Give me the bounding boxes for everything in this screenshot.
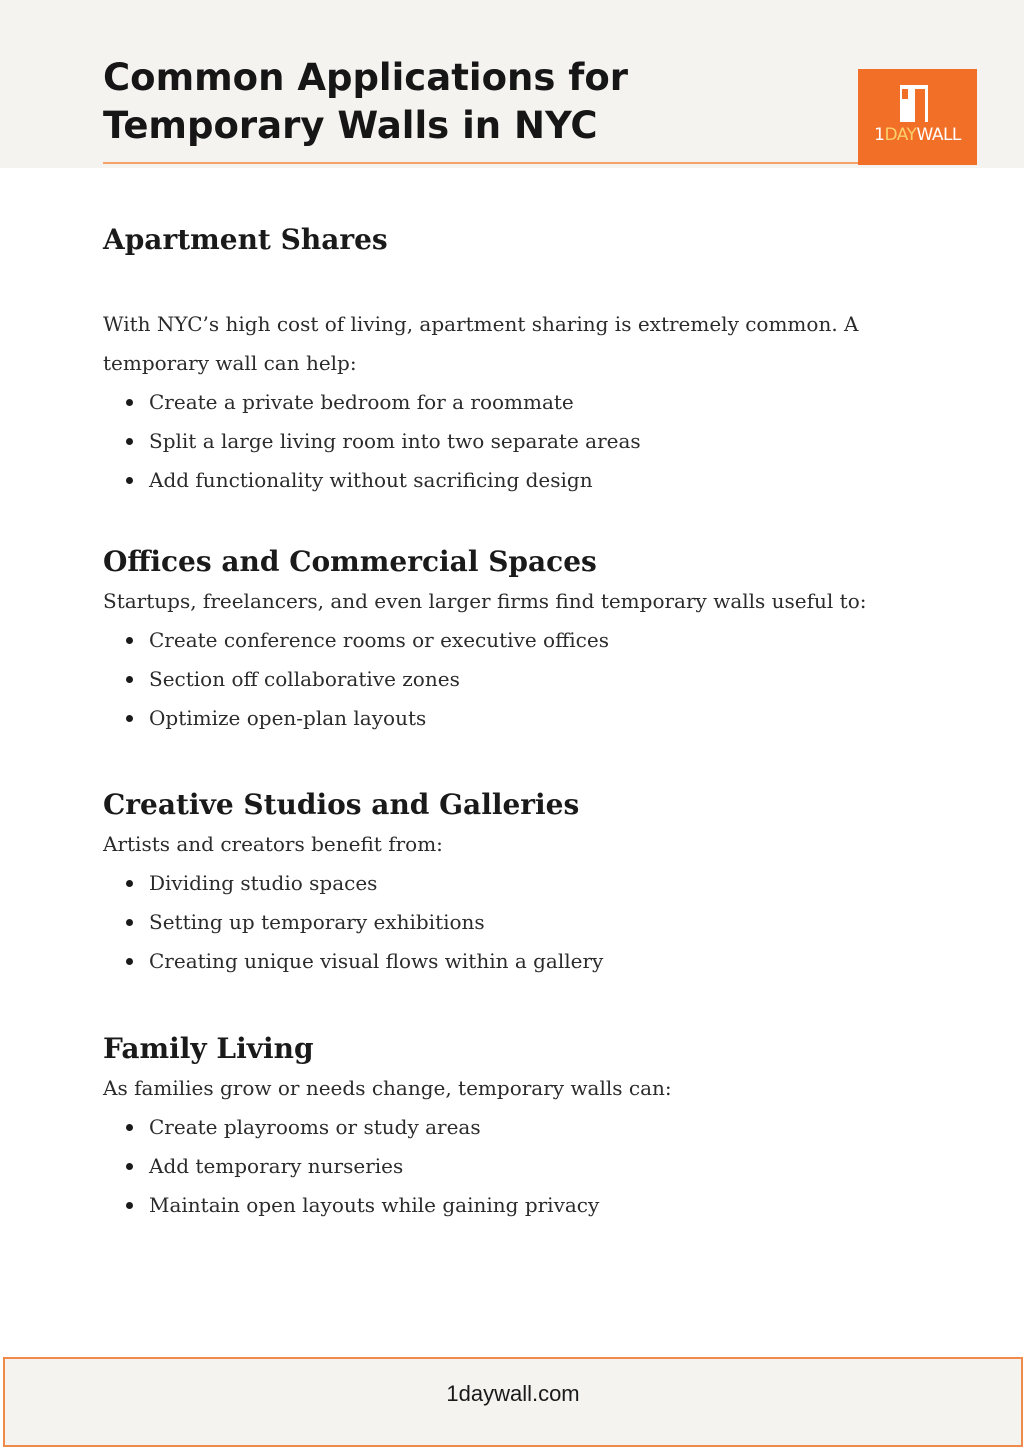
list-item-text: Add functionality without sacrificing design	[149, 468, 593, 492]
page-footer	[3, 1357, 1023, 1447]
section-intro	[103, 305, 943, 383]
section-intro: As families grow or needs change, temporary walls can:	[103, 1076, 672, 1100]
bullet-dot-icon	[126, 880, 133, 887]
section-family-living	[103, 1029, 943, 1225]
list-item	[103, 1147, 943, 1186]
bullet-dot-icon	[126, 958, 133, 965]
list-item	[103, 1186, 943, 1225]
logo-text-wall: WALL	[916, 125, 961, 145]
section-offices-commercial	[103, 542, 943, 738]
list-item	[103, 1108, 943, 1147]
section-intro-line-1: With NYC’s high cost of living, apartment sharing is extremely common. A	[103, 312, 859, 336]
door-wall-icon	[898, 83, 932, 123]
section-intro: Startups, freelancers, and even larger firms find temporary walls useful to:	[103, 589, 867, 613]
section-heading: Creative Studios and Galleries	[103, 788, 580, 821]
list-item	[103, 383, 943, 422]
bullet-list	[103, 864, 943, 981]
bullet-dot-icon	[126, 715, 133, 722]
page-title-line-1: Common Applications for	[103, 56, 628, 99]
list-item-text: Split a large living room into two separate areas	[149, 429, 641, 453]
bullet-dot-icon	[126, 1124, 133, 1131]
bullet-dot-icon	[126, 1163, 133, 1170]
section-heading: Offices and Commercial Spaces	[103, 545, 597, 578]
list-item-text: Add temporary nurseries	[149, 1154, 404, 1178]
logo-text-day: DAY	[884, 125, 917, 145]
section-heading: Family Living	[103, 1032, 314, 1065]
list-item	[103, 621, 943, 660]
list-item	[103, 699, 943, 738]
list-item-text: Setting up temporary exhibitions	[149, 910, 485, 934]
list-item-text: Maintain open layouts while gaining privacy	[149, 1193, 600, 1217]
list-item-text: Creating unique visual flows within a gallery	[149, 949, 604, 973]
list-item	[103, 660, 943, 699]
list-item-text: Dividing studio spaces	[149, 871, 378, 895]
bullet-dot-icon	[126, 477, 133, 484]
bullet-dot-icon	[126, 438, 133, 445]
bullet-dot-icon	[126, 1202, 133, 1209]
page-title-line-2: Temporary Walls in NYC	[103, 104, 598, 147]
page-header	[0, 0, 1024, 168]
bullet-dot-icon	[126, 399, 133, 406]
list-item	[103, 864, 943, 903]
list-item	[103, 422, 943, 461]
list-item	[103, 903, 943, 942]
bullet-list	[103, 383, 943, 500]
list-item-text: Optimize open-plan layouts	[149, 706, 427, 730]
header-divider	[103, 162, 858, 164]
section-creative-studios	[103, 785, 943, 981]
list-item-text: Create a private bedroom for a roommate	[149, 390, 574, 414]
bullet-list	[103, 621, 943, 738]
bullet-dot-icon	[126, 676, 133, 683]
bullet-dot-icon	[126, 919, 133, 926]
footer-website-link[interactable]: 1daywall.com	[446, 1381, 580, 1406]
section-heading: Apartment Shares	[103, 223, 388, 256]
bullet-dot-icon	[126, 637, 133, 644]
brand-logo-wordmark	[858, 125, 977, 145]
page-title	[103, 54, 823, 150]
brand-logo	[858, 69, 977, 165]
list-item-text: Create playrooms or study areas	[149, 1115, 481, 1139]
list-item-text: Section off collaborative zones	[149, 667, 460, 691]
list-item	[103, 942, 943, 981]
section-apartment-shares	[103, 220, 943, 500]
list-item-text: Create conference rooms or executive offices	[149, 628, 609, 652]
section-intro-line-2: temporary wall can help:	[103, 351, 357, 375]
logo-text-one: 1	[874, 125, 885, 145]
bullet-list	[103, 1108, 943, 1225]
section-intro: Artists and creators benefit from:	[103, 832, 443, 856]
list-item	[103, 461, 943, 500]
